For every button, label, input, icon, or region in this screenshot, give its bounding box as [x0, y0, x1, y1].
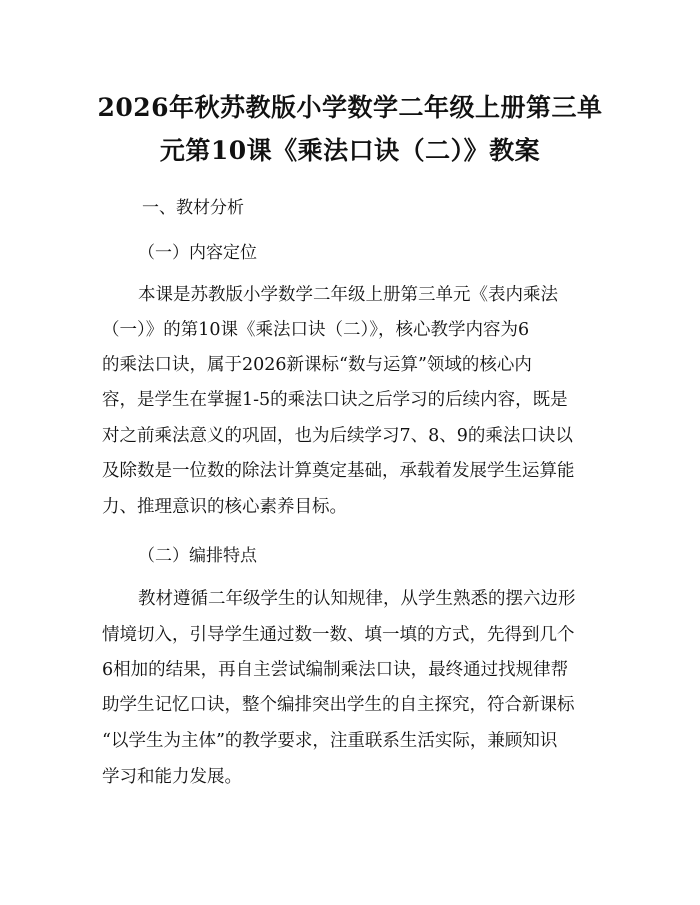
paragraph-line: 及除数是一位数的除法计算奠定基础，承载着发展学生运算能 [102, 461, 575, 481]
paragraph-line: 学习和能力发展。 [102, 767, 242, 787]
paragraph-line: 助学生记忆口诀，整个编排突出学生的自主探究，符合新课标 [102, 695, 575, 715]
subsection-heading-arrangement: （二）编排特点 [138, 546, 257, 566]
paragraph-line: 情境切入，引导学生通过数一数、填一填的方式，先得到几个 [102, 625, 575, 645]
paragraph-line: 本课是苏教版小学数学二年级上册第三单元《表内乘法 [138, 285, 558, 305]
paragraph-line: 力、推理意识的核心素养目标。 [102, 497, 347, 517]
section-heading-1: 一、教材分析 [142, 198, 244, 218]
paragraph-line: 的乘法口诀，属于2026新课标“数与运算”领域的核心内 [102, 355, 532, 375]
paragraph-line: （一）》的第10课《乘法口诀（二）》，核心教学内容为6 [102, 320, 530, 340]
document-title-line-2: 元第10课《乘法口诀（二）》教案 [159, 136, 541, 165]
paragraph-line: 教材遵循二年级学生的认知规律，从学生熟悉的摆六边形 [138, 589, 576, 609]
document-title-line-1: 2026年秋苏教版小学数学二年级上册第三单 [97, 93, 603, 122]
paragraph-line: 容，是学生在掌握1-5的乘法口诀之后学习的后续内容，既是 [102, 390, 568, 410]
paragraph-line: 6相加的结果，再自主尝试编制乘法口诀，最终通过找规律帮 [102, 660, 569, 680]
paragraph-line: 对之前乘法意义的巩固，也为后续学习7、8、9的乘法口诀以 [102, 426, 573, 446]
subsection-heading-content: （一）内容定位 [138, 243, 257, 263]
paragraph-line: “以学生为主体”的教学要求，注重联系生活实际，兼顾知识 [102, 731, 558, 751]
